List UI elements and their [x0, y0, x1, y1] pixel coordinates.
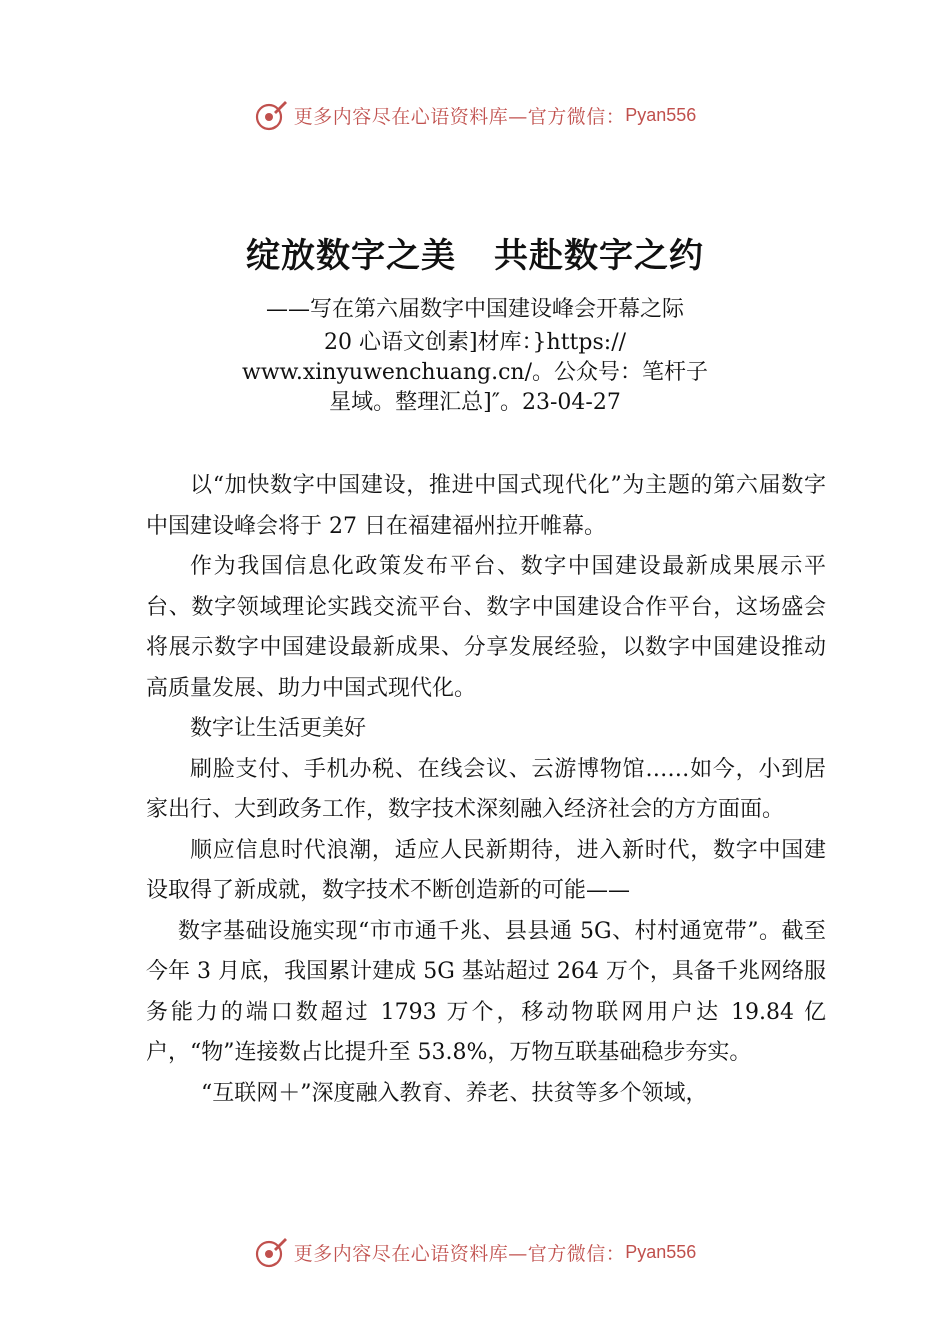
subtitle-line-4: 星域。整理汇总]″。23-04-27	[329, 390, 621, 415]
subtitle-line-3: www.xinyuwenchuang.cn/。公众号：笔杆子	[241, 360, 709, 385]
paragraph-intro: 以“加快数字中国建设，推进中国式现代化”为主题的第六届数字中国建设峰会将于 27 日在福建福州拉开帷幕。	[146, 473, 826, 539]
paragraph-internet-plus: “互联网＋”深度融入教育、养老、扶贫等多个领域，	[201, 1080, 708, 1106]
paragraph-achievements: 顺应信息时代浪潮，适应人民新期待，进入新时代，数字中国建设取得了新成就，数字技术不断创造新的可能——	[146, 837, 826, 903]
footer-banner	[0, 1232, 950, 1272]
paragraph-infrastructure: 数字基础设施实现“市市通千兆、县县通 5G、村村通宽带”。截至今年 3 月底，我国累计建成 5G 基站超过 264 万个，具备千兆网络服务能力的端口数超过 1793 万个，移动物联网用户达 19.84 亿户，“物”连接数占比提升至 53.8%，万物互联基础稳步夯实。	[146, 918, 826, 1065]
header-banner	[0, 95, 950, 135]
article-body	[146, 466, 826, 1114]
subtitle-line-2: 20 心语文创素]材库：}https://	[323, 330, 627, 355]
section-heading: 数字让生活更美好	[190, 716, 367, 741]
banner-account: Pyan556	[625, 1241, 697, 1262]
paragraph-platform: 作为我国信息化政策发布平台、数字中国建设最新成果展示平台、数字领域理论实践交流平台、数字中国建设合作平台，这场盛会将展示数字中国建设最新成果、分享发展经验，以数字中国建设推动高质量发展、助力中国式现代化。	[146, 554, 826, 701]
banner-account: Pyan556	[625, 104, 697, 125]
pen-logo-icon	[254, 98, 288, 132]
page-title	[0, 228, 950, 277]
pen-logo-icon	[254, 1235, 288, 1269]
title-part-1: 绽放数字之美	[246, 236, 456, 276]
banner-text: 更多内容尽在心语资料库—官方微信：	[293, 1242, 626, 1265]
title-part-2: 共赴数字之约	[494, 236, 704, 276]
paragraph-examples: 刷脸支付、手机办税、在线会议、云游博物馆……如今，小到居家出行、大到政务工作，数字技术深刻融入经济社会的方方面面。	[146, 756, 826, 822]
subtitle-line-1: ——写在第六届数字中国建设峰会开幕之际	[265, 297, 684, 322]
banner-text: 更多内容尽在心语资料库—官方微信：	[293, 105, 626, 128]
